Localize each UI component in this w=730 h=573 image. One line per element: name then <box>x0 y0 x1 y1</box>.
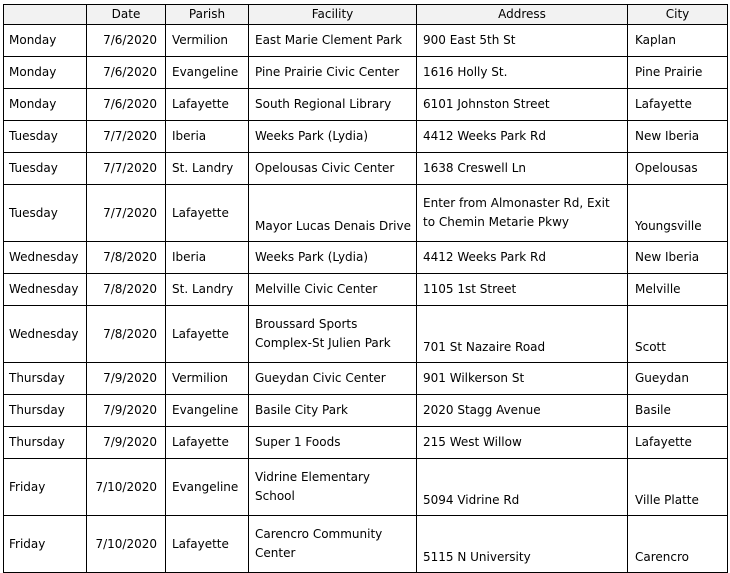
cell-facility: Broussard Sports Complex-St Julien Park <box>249 306 417 363</box>
cell-day: Thursday <box>4 427 87 459</box>
cell-address: 701 St Nazaire Road <box>417 306 628 363</box>
cell-day: Friday <box>4 459 87 516</box>
cell-parish: St. Landry <box>166 153 249 185</box>
cell-parish: Lafayette <box>166 89 249 121</box>
cell-date: 7/10/2020 <box>87 516 166 573</box>
table-row <box>4 306 728 363</box>
cell-date: 7/6/2020 <box>87 25 166 57</box>
cell-day: Monday <box>4 89 87 121</box>
table-row <box>4 242 728 274</box>
cell-date: 7/7/2020 <box>87 121 166 153</box>
cell-date: 7/10/2020 <box>87 459 166 516</box>
cell-facility: East Marie Clement Park <box>249 25 417 57</box>
cell-city: Opelousas <box>628 153 728 185</box>
cell-day: Wednesday <box>4 242 87 274</box>
cell-day: Tuesday <box>4 121 87 153</box>
cell-address: Enter from Almonaster Rd, Exit to Chemin Metarie Pkwy <box>417 185 628 242</box>
table-row <box>4 25 728 57</box>
table-row <box>4 516 728 573</box>
cell-day: Wednesday <box>4 306 87 363</box>
cell-city: Scott <box>628 306 728 363</box>
table-row <box>4 427 728 459</box>
cell-date: 7/8/2020 <box>87 242 166 274</box>
table-row <box>4 363 728 395</box>
header-facility: Facility <box>249 5 417 25</box>
cell-parish: Evangeline <box>166 57 249 89</box>
cell-address: 901 Wilkerson St <box>417 363 628 395</box>
cell-address: 1616 Holly St. <box>417 57 628 89</box>
cell-address: 4412 Weeks Park Rd <box>417 121 628 153</box>
cell-date: 7/9/2020 <box>87 363 166 395</box>
cell-city: Melville <box>628 274 728 306</box>
table-row <box>4 121 728 153</box>
cell-city: Gueydan <box>628 363 728 395</box>
cell-parish: Vermilion <box>166 25 249 57</box>
cell-address: 215 West Willow <box>417 427 628 459</box>
cell-city: Carencro <box>628 516 728 573</box>
cell-facility: Gueydan Civic Center <box>249 363 417 395</box>
cell-date: 7/9/2020 <box>87 427 166 459</box>
cell-address: 2020 Stagg Avenue <box>417 395 628 427</box>
cell-city: Basile <box>628 395 728 427</box>
cell-parish: St. Landry <box>166 274 249 306</box>
cell-parish: Evangeline <box>166 459 249 516</box>
cell-parish: Evangeline <box>166 395 249 427</box>
cell-day: Monday <box>4 57 87 89</box>
table-row <box>4 89 728 121</box>
header-address: Address <box>417 5 628 25</box>
cell-city: Ville Platte <box>628 459 728 516</box>
cell-parish: Lafayette <box>166 516 249 573</box>
table-row <box>4 459 728 516</box>
cell-parish: Lafayette <box>166 185 249 242</box>
cell-parish: Lafayette <box>166 306 249 363</box>
header-parish: Parish <box>166 5 249 25</box>
cell-address: 5115 N University <box>417 516 628 573</box>
cell-date: 7/6/2020 <box>87 89 166 121</box>
table-body <box>4 25 728 573</box>
cell-address: 1638 Creswell Ln <box>417 153 628 185</box>
cell-address: 6101 Johnston Street <box>417 89 628 121</box>
cell-city: New Iberia <box>628 242 728 274</box>
header-day <box>4 5 87 25</box>
cell-address: 4412 Weeks Park Rd <box>417 242 628 274</box>
cell-facility: Vidrine Elementary School <box>249 459 417 516</box>
cell-city: Lafayette <box>628 89 728 121</box>
table-row <box>4 395 728 427</box>
schedule-table <box>3 4 728 573</box>
cell-facility: Carencro Community Center <box>249 516 417 573</box>
cell-facility: Weeks Park (Lydia) <box>249 242 417 274</box>
cell-city: Youngsville <box>628 185 728 242</box>
cell-day: Monday <box>4 25 87 57</box>
cell-date: 7/7/2020 <box>87 185 166 242</box>
cell-date: 7/8/2020 <box>87 306 166 363</box>
header-city: City <box>628 5 728 25</box>
cell-address: 1105 1st Street <box>417 274 628 306</box>
cell-facility: Mayor Lucas Denais Drive <box>249 185 417 242</box>
cell-city: New Iberia <box>628 121 728 153</box>
cell-address: 900 East 5th St <box>417 25 628 57</box>
table-row <box>4 57 728 89</box>
cell-day: Tuesday <box>4 185 87 242</box>
header-date: Date <box>87 5 166 25</box>
cell-facility: Melville Civic Center <box>249 274 417 306</box>
cell-facility: Opelousas Civic Center <box>249 153 417 185</box>
cell-city: Pine Prairie <box>628 57 728 89</box>
cell-day: Tuesday <box>4 153 87 185</box>
cell-parish: Iberia <box>166 121 249 153</box>
cell-date: 7/7/2020 <box>87 153 166 185</box>
header-row <box>4 5 728 25</box>
table-row <box>4 185 728 242</box>
cell-date: 7/9/2020 <box>87 395 166 427</box>
cell-day: Thursday <box>4 363 87 395</box>
cell-facility: Basile City Park <box>249 395 417 427</box>
cell-parish: Iberia <box>166 242 249 274</box>
cell-date: 7/8/2020 <box>87 274 166 306</box>
cell-date: 7/6/2020 <box>87 57 166 89</box>
cell-facility: Pine Prairie Civic Center <box>249 57 417 89</box>
table-row <box>4 274 728 306</box>
cell-parish: Vermilion <box>166 363 249 395</box>
cell-city: Kaplan <box>628 25 728 57</box>
cell-city: Lafayette <box>628 427 728 459</box>
cell-facility: Super 1 Foods <box>249 427 417 459</box>
cell-address: 5094 Vidrine Rd <box>417 459 628 516</box>
cell-facility: Weeks Park (Lydia) <box>249 121 417 153</box>
cell-day: Friday <box>4 516 87 573</box>
table-row <box>4 153 728 185</box>
cell-day: Wednesday <box>4 274 87 306</box>
cell-day: Thursday <box>4 395 87 427</box>
cell-parish: Lafayette <box>166 427 249 459</box>
cell-facility: South Regional Library <box>249 89 417 121</box>
